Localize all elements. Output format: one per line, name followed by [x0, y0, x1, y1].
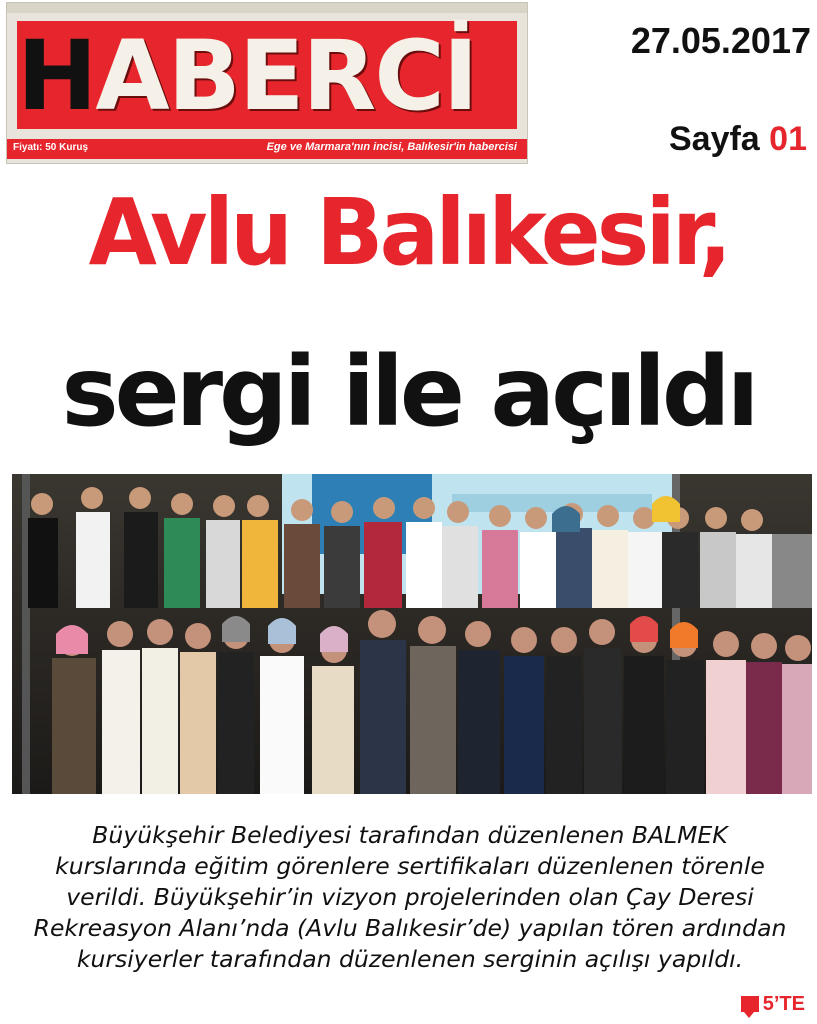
article-summary: [10, 820, 810, 975]
masthead-top-stripe: [7, 3, 527, 13]
continuation-badge: [741, 992, 805, 1016]
slogan: Ege ve Marmara'nın incisi, Balıkesir'in habercisi: [266, 141, 517, 153]
summary-line: verildi. Büyükşehir’in vizyon projelerinden olan Çay Deresi: [66, 883, 754, 911]
logo-first-letter: H: [17, 20, 96, 132]
summary-line: kursiyerler tarafından düzenlenen serginin açılışı yapıldı.: [76, 945, 744, 973]
speech-bubble-icon: [741, 996, 759, 1012]
headline-line-1: Avlu Balıkesir,: [88, 179, 729, 286]
summary-line: Büyükşehir Belediyesi tarafından düzenlenen BALMEK: [92, 821, 728, 849]
summary-line: kurslarında eğitim görenlere sertifikaları düzenlenen törenle: [55, 852, 765, 880]
page-number-value: 01: [769, 120, 807, 158]
masthead: [6, 2, 528, 164]
newspaper-logo: [17, 17, 517, 135]
headline-line-2: sergi ile açıldı: [61, 336, 756, 448]
logo-rest: ABERCİ: [95, 20, 477, 132]
issue-date: 27.05.2017: [630, 20, 811, 61]
page-label-text: Sayfa: [668, 120, 760, 158]
price-label: Fiyatı: 50 Kuruş: [13, 142, 89, 153]
page-number: [669, 120, 807, 159]
continuation-text: 5’TE: [762, 992, 805, 1015]
group-photo: [12, 474, 812, 794]
summary-line: Rekreasyon Alanı’nda (Avlu Balıkesir’de) yapılan tören ardından: [33, 914, 787, 942]
